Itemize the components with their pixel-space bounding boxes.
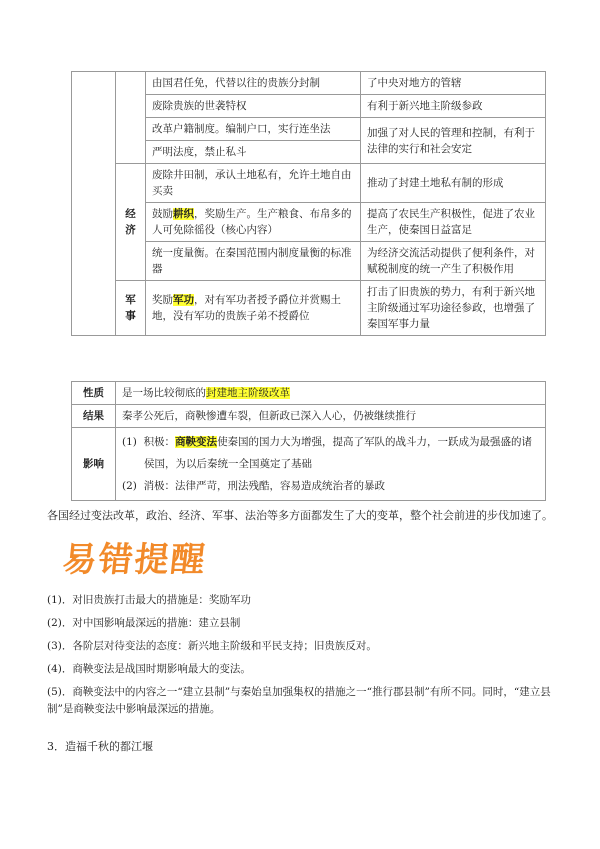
measure-cell: 废除井田制，承认土地私有，允许土地自由买卖 <box>146 164 361 203</box>
result-label: 结果 <box>72 405 116 428</box>
measure-text: ，奖励生产。生产粮食、布帛多的人可免除徭役（核心内容） <box>152 208 352 236</box>
measure-text: 奖励 <box>152 294 173 306</box>
nature-label: 性质 <box>72 382 116 405</box>
nature-cell <box>116 382 546 405</box>
influence-cell <box>116 428 546 501</box>
measure-cell <box>146 203 361 242</box>
reform-table-summary <box>71 381 546 501</box>
effect-cell: 有利于新兴地主阶级参政 <box>361 95 546 118</box>
effect-cell: 打击了旧贵族的势力，有利于新兴地主阶级通过军功途径参政，也增强了秦国军事力量 <box>361 281 546 336</box>
tip-item: (4)．商鞅变法是战国时期影响最大的变法。 <box>47 663 251 675</box>
effect-cell: 推动了封建土地私有制的形成 <box>361 164 546 203</box>
result-cell: 秦孝公死后，商鞅惨遭车裂，但新政已深入人心，仍被继续推行 <box>116 405 546 428</box>
effect-cell: 为经济交流活动提供了便利条件，对赋税制度的统一产生了积极作用 <box>361 242 546 281</box>
category-blank-cell <box>116 72 146 164</box>
influence-item-2 <box>122 475 539 497</box>
tip-item: (1)．对旧贵族打击最大的措施是：奖励军功 <box>47 594 251 606</box>
measure-text: ，对有军功者授予爵位并赏赐土地，没有军功的贵族子弟不授爵位 <box>152 294 341 322</box>
measure-text: 鼓励 <box>152 208 173 220</box>
highlight-text: 封建地主阶级改革 <box>206 387 290 399</box>
item-text: 消极：法律严苛，刑法残酷，容易造成统治者的暴政 <box>143 480 386 492</box>
economy-category: 经济 <box>116 164 146 281</box>
effect-cell: 了中央对地方的管辖 <box>361 72 546 95</box>
summary-paragraph: 各国经过变法改革，政治、经济、军事、法治等多方面都发生了大的变革，整个社会前进的步伐加速了。 <box>47 509 553 522</box>
measure-cell: 废除贵族的世袭特权 <box>146 95 361 118</box>
item-text: 使秦国的国力大为增强，提高了军队的战斗力，一跃成为最强盛的诸侯国，为以后秦统一全国奠定了基础 <box>144 436 533 470</box>
table-row <box>72 164 546 203</box>
tip-item: (2)．对中国影响最深远的措施：建立县制 <box>47 617 241 629</box>
nature-text: 是一场比较彻底的 <box>122 387 206 399</box>
influence-item-1 <box>122 431 539 475</box>
measure-cell: 由国君任免，代替以往的贵族分封制 <box>146 72 361 95</box>
tip-item: (3)．各阶层对待变法的态度：新兴地主阶级和平民支持；旧贵族反对。 <box>47 640 377 652</box>
highlight-text: 军功 <box>173 294 194 306</box>
warning-title: 易错提醒 <box>60 540 209 580</box>
tips-list <box>47 592 557 724</box>
tip-item: (5)．商鞅变法中的内容之一“建立县制”与秦始皇加强集权的措施之一“推行郡县制”有所不同。同时，“建立县制”是商鞅变法中影响最深远的措施。 <box>47 686 551 715</box>
influence-label: 影响 <box>72 428 116 501</box>
table-row <box>72 72 546 95</box>
highlight-text: 商鞅变法 <box>175 436 218 448</box>
effect-cell: 提高了农民生产积极性，促进了农业生产，使秦国日益富足 <box>361 203 546 242</box>
section-heading: 3．造福千秋的都江堰 <box>47 740 153 753</box>
table-row <box>72 382 546 405</box>
measure-cell: 统一度量衡。在秦国范围内制度量衡的标准器 <box>146 242 361 281</box>
left-blank-cell <box>72 72 116 336</box>
measure-cell: 严明法度，禁止私斗 <box>146 141 361 164</box>
table-row <box>72 281 546 336</box>
reform-table <box>71 71 546 336</box>
effect-cell: 加强了对人民的管理和控制，有利于法律的实行和社会安定 <box>361 118 546 164</box>
item-number: (1) <box>122 436 137 448</box>
measure-cell: 改革户籍制度。编制户口，实行连坐法 <box>146 118 361 141</box>
table-row <box>72 405 546 428</box>
item-text: 积极： <box>143 436 176 448</box>
table-row <box>72 428 546 501</box>
item-number: (2) <box>122 480 137 492</box>
military-category: 军事 <box>116 281 146 336</box>
measure-cell <box>146 281 361 336</box>
highlight-text: 耕织 <box>173 208 194 220</box>
